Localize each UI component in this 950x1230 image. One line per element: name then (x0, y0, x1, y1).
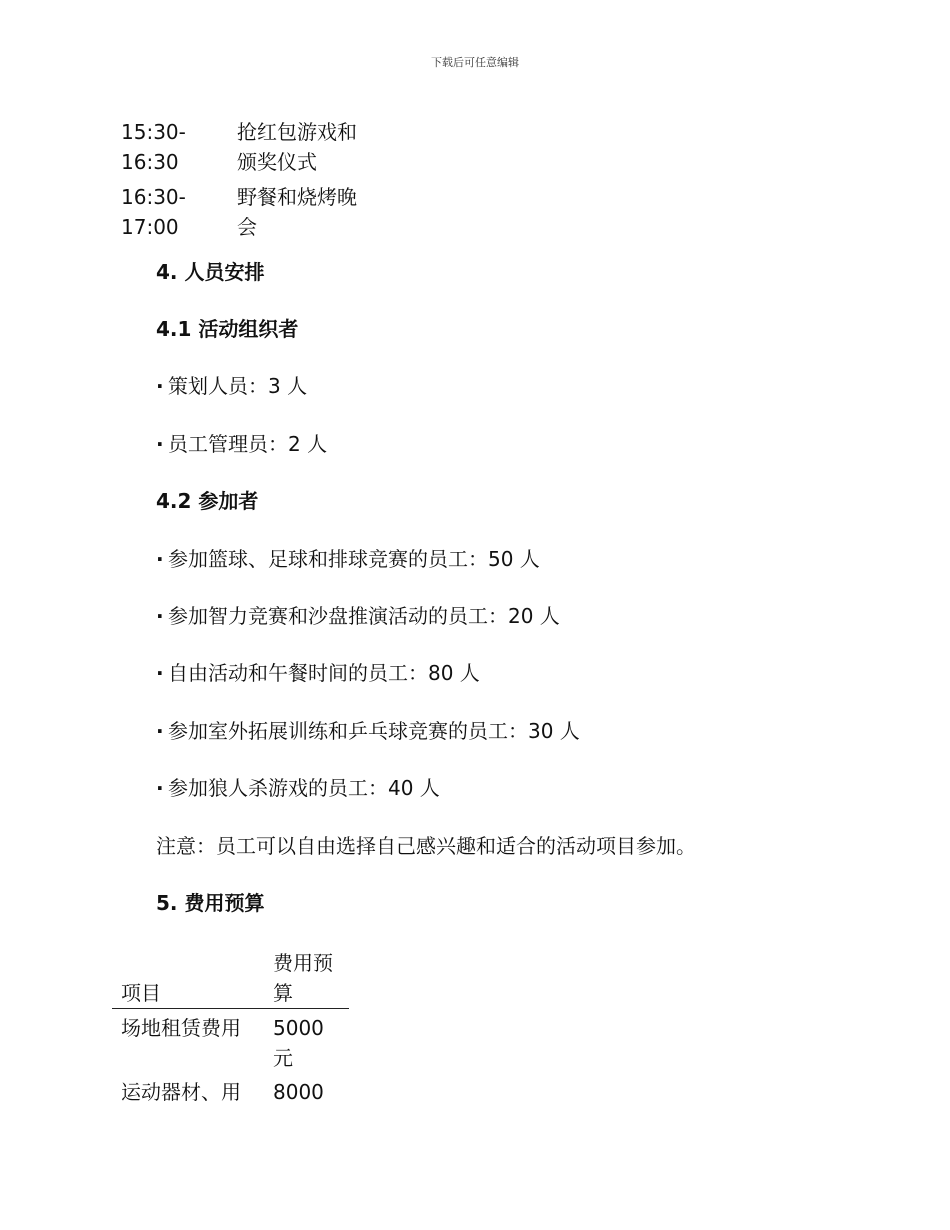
table-cell-item: 场地租赁费用 (121, 1016, 241, 1040)
table-cell-item: 运动器材、用 (121, 1080, 241, 1104)
list-item: · 策划人员：3 人 (156, 372, 307, 400)
cost-line: 5000 (273, 1016, 324, 1040)
list-item: · 参加室外拓展训练和乒乓球竞赛的员工：30 人 (156, 717, 580, 745)
activity-line: 野餐和烧烤晚 (237, 185, 357, 209)
header-line: 算 (273, 981, 293, 1005)
time-line: 16:30- (121, 185, 186, 209)
column-header-item: 项目 (121, 981, 161, 1005)
section-4-heading: 4. 人员安排 (156, 260, 265, 284)
page-header: 下载后可任意编辑 (431, 56, 519, 69)
table-cell-cost (264, 1073, 349, 1107)
schedule-row (121, 177, 377, 242)
schedule-table (121, 117, 377, 242)
table-cell-cost (264, 1009, 349, 1074)
activity-line: 抢红包游戏和 (237, 120, 357, 144)
time-line: 17:00 (121, 215, 179, 239)
section-5-heading: 5. 费用预算 (156, 891, 265, 915)
schedule-activity (237, 117, 377, 177)
schedule-time (121, 117, 237, 177)
budget-table (112, 948, 349, 1107)
list-item: · 自由活动和午餐时间的员工：80 人 (156, 659, 480, 687)
cost-line: 元 (273, 1046, 293, 1070)
list-item: · 参加狼人杀游戏的员工：40 人 (156, 774, 440, 802)
cost-line: 8000 (273, 1080, 324, 1104)
section-4-2-heading: 4.2 参加者 (156, 489, 259, 513)
schedule-activity (237, 177, 377, 242)
time-line: 15:30- (121, 120, 186, 144)
activity-line: 颁奖仪式 (237, 150, 317, 174)
table-row (112, 1009, 349, 1074)
list-item: · 员工管理员：2 人 (156, 430, 327, 458)
list-item: · 参加篮球、足球和排球竞赛的员工：50 人 (156, 545, 540, 573)
table-header-row (112, 948, 349, 1009)
note-paragraph: 注意：员工可以自由选择自己感兴趣和适合的活动项目参加。 (156, 834, 696, 858)
list-item: · 参加智力竞赛和沙盘推演活动的员工：20 人 (156, 602, 560, 630)
activity-line: 会 (237, 215, 257, 239)
schedule-row (121, 117, 377, 177)
header-line: 费用预 (273, 951, 333, 975)
schedule-time (121, 177, 237, 242)
time-line: 16:30 (121, 150, 179, 174)
section-4-1-heading: 4.1 活动组织者 (156, 317, 299, 341)
column-header-cost (264, 948, 349, 1009)
table-row (112, 1073, 349, 1107)
